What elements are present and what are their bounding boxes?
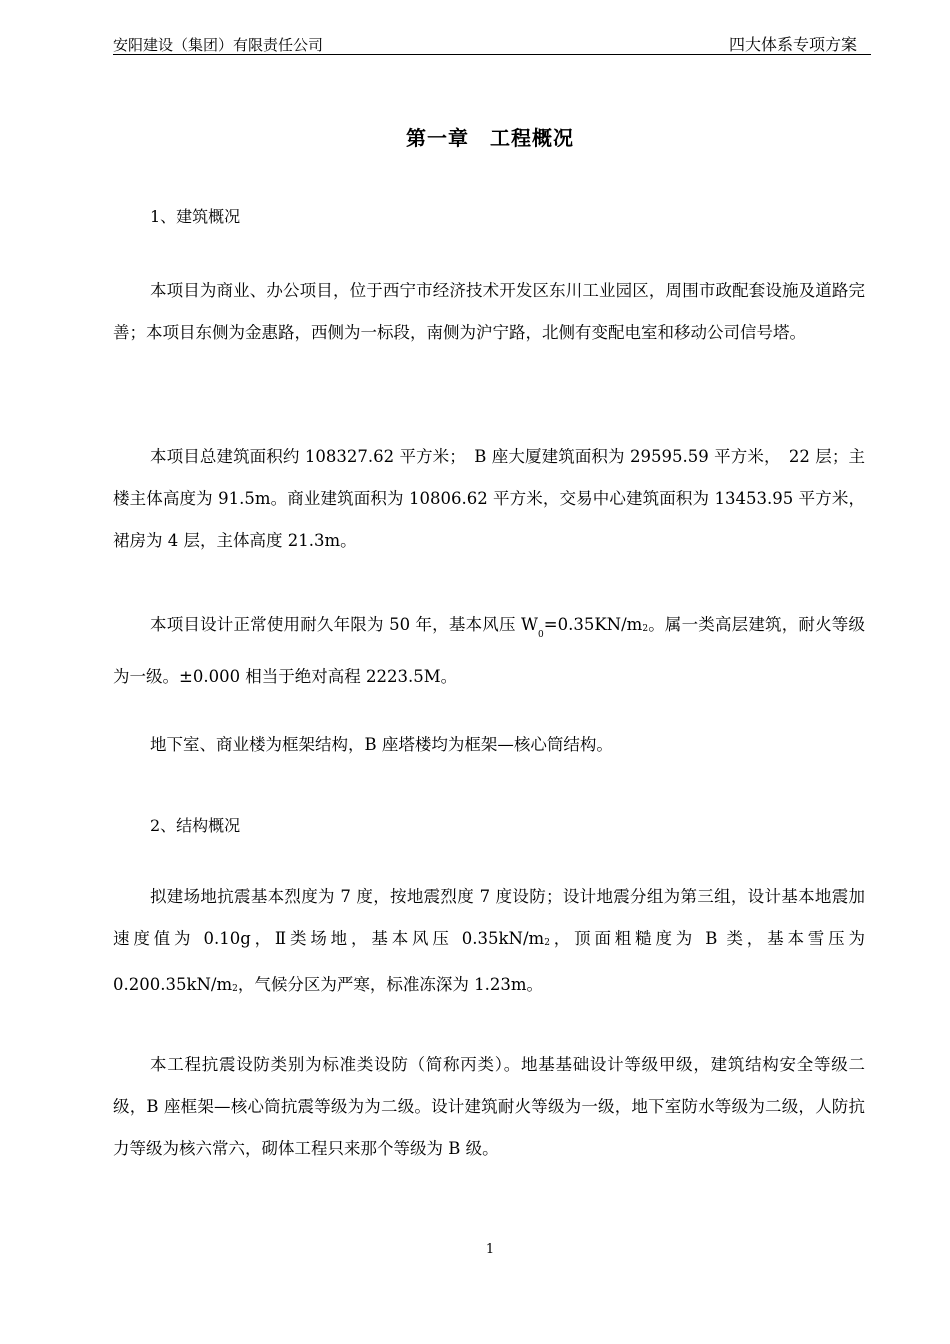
text-run: 。属一类高层建筑，耐火等级为一级。±0.000 相当于绝对高程 2223.5M。 <box>113 615 865 686</box>
paragraph-fortification: 本工程抗震设防类别为标准类设防（简称丙类）。地基基础设计等级甲级，建筑结构安全等级二级，B 座框架—核心筒抗震等级为为二级。设计建筑耐火等级为一级，地下室防水等级为二级，人防抗力等级为核六常六，砌体工程只来那个等级为 B 级。 <box>113 1055 865 1158</box>
page-number: 1 <box>485 1242 495 1257</box>
text-run: 本项目设计正常使用耐久年限为 50 年，基本风压 W <box>150 615 539 634</box>
superscript: 2 <box>544 938 550 948</box>
paragraph-location: 本项目为商业、办公项目，位于西宁市经济技术开发区东川工业园区，周围市政配套设施及道路完善；本项目东侧为金惠路，西侧为一标段，南侧为沪宁路，北侧有变配电室和移动公司信号塔。 <box>113 281 865 342</box>
superscript: 2 <box>232 984 238 994</box>
section-heading-1: 1、建筑概况 <box>150 207 241 226</box>
header-doc-title: 四大体系专项方案 <box>728 35 857 54</box>
text-run: ，顶面粗糙度为 B 类，基本雪压为 0.200.35kN/m <box>113 929 865 994</box>
paragraph-seismic <box>113 876 865 1010</box>
paragraph-area: 本项目总建筑面积约 108327.62 平方米； B 座大厦建筑面积为 29595.59 平方米， 22 层；主楼主体高度为 91.5m。商业建筑面积为 10806.62 平方米，交易中心建筑面积为 13453.95 平方米，裙房为 4 层，主体高度 21.3m。 <box>113 447 865 550</box>
paragraph-structure-type: 地下室、商业楼为框架结构，B 座塔楼均为框架—核心筒结构。 <box>150 735 613 754</box>
subscript: 0 <box>538 630 544 640</box>
section-heading-2: 2、结构概况 <box>150 816 241 835</box>
superscript: 2 <box>642 624 649 634</box>
text-run: ，气候分区为严寒，标准冻深为 1.23m。 <box>237 975 543 994</box>
text-run: =0.35KN/m <box>543 615 643 634</box>
page-header <box>113 30 871 55</box>
header-company: 安阳建设（集团）有限责任公司 <box>113 36 324 54</box>
chapter-title: 第一章 工程概况 <box>406 126 574 150</box>
paragraph-design-life <box>113 604 865 698</box>
text-run: 拟建场地抗震基本烈度为 7 度，按地震烈度 7 度设防；设计地震分组为第三组，设计基本地震加速度值为 0.10g，Ⅱ类场地，基本风压 0.35kN/m <box>113 887 865 948</box>
